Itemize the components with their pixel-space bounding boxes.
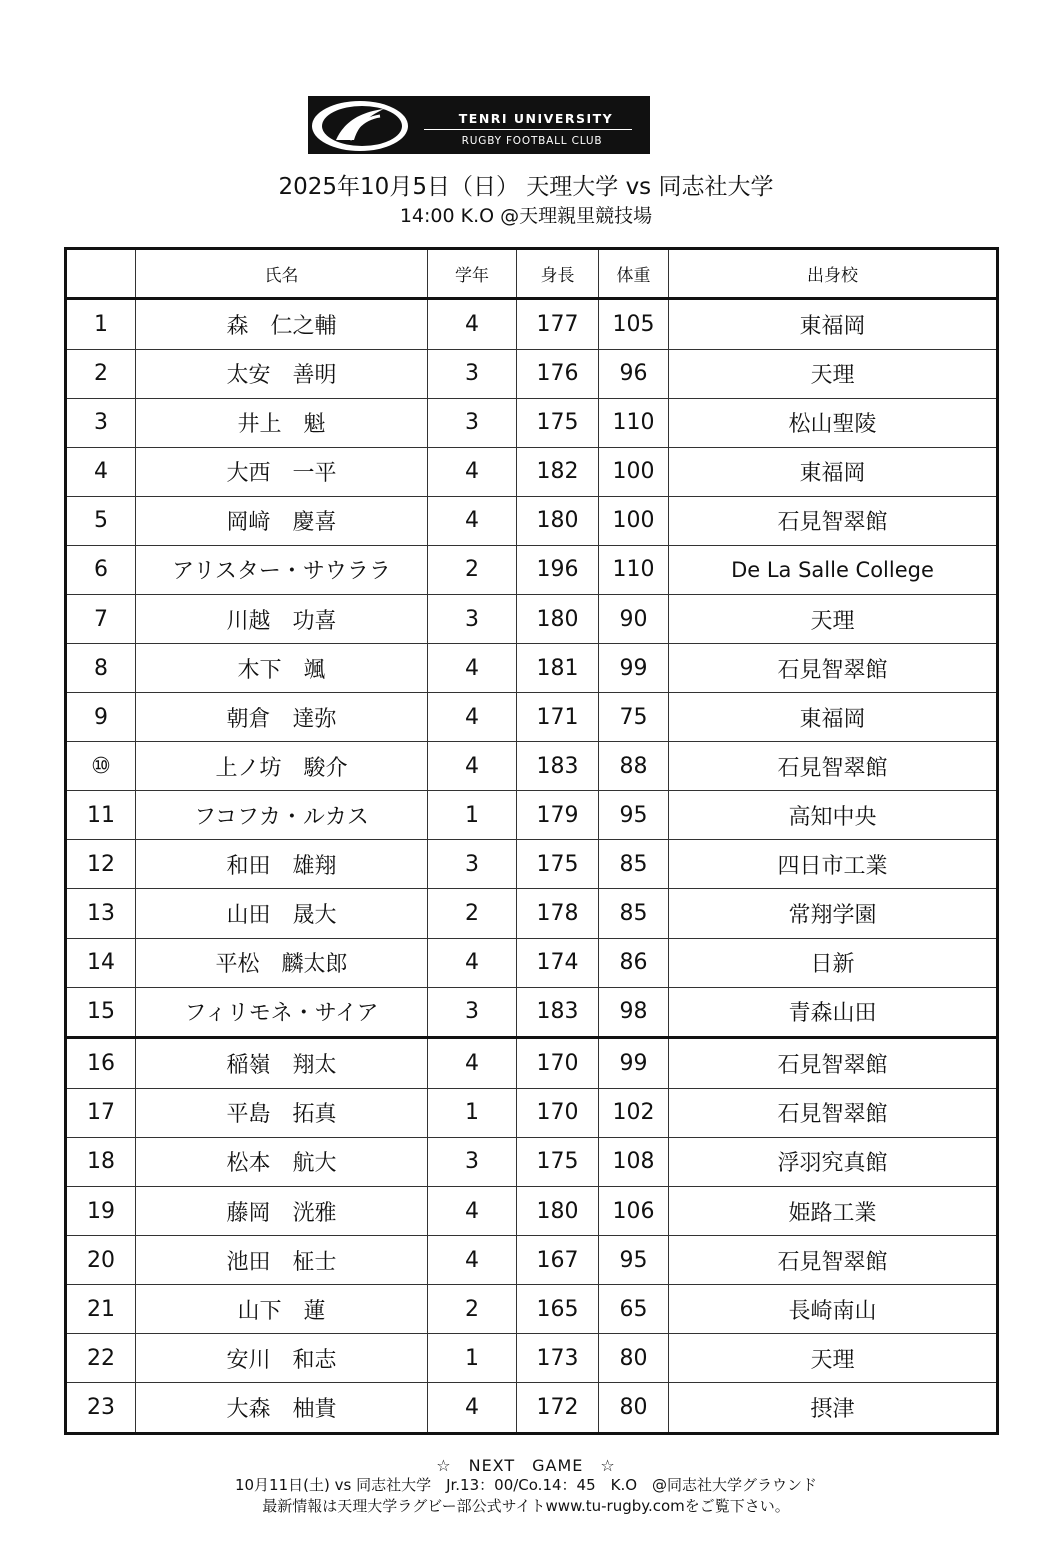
cell-number: 19: [66, 1187, 136, 1236]
logo-emblem-core: [322, 106, 402, 146]
cell-height: 172: [517, 1383, 599, 1434]
table-row: [66, 840, 998, 889]
cell-number: 8: [66, 644, 136, 693]
cell-school: 天理: [669, 349, 998, 398]
cell-weight: 99: [599, 644, 669, 693]
cell-height: 196: [517, 545, 599, 594]
cell-grade: 1: [428, 1088, 517, 1137]
table-row: [66, 987, 998, 1038]
cell-weight: 80: [599, 1334, 669, 1383]
cell-weight: 100: [599, 447, 669, 496]
cell-number: 2: [66, 349, 136, 398]
cell-school: 石見智翠館: [669, 742, 998, 791]
cell-name: 上ノ坊 駿介: [136, 742, 428, 791]
cell-weight: 75: [599, 693, 669, 742]
cell-grade: 4: [428, 938, 517, 987]
logo-line2: RUGBY FOOTBALL CLUB: [461, 135, 603, 147]
cell-grade: 3: [428, 1137, 517, 1186]
cell-grade: 2: [428, 1285, 517, 1334]
table-row: [66, 595, 998, 644]
cell-name: 稲嶺 翔太: [136, 1038, 428, 1089]
cell-weight: 80: [599, 1383, 669, 1434]
col-header-number: [66, 249, 136, 299]
cell-number: 13: [66, 889, 136, 938]
cell-weight: 86: [599, 938, 669, 987]
cell-school: 四日市工業: [669, 840, 998, 889]
cell-school: 天理: [669, 595, 998, 644]
table-row: [66, 299, 998, 350]
cell-grade: 4: [428, 299, 517, 350]
cell-grade: 4: [428, 1383, 517, 1434]
cell-name: 太安 善明: [136, 349, 428, 398]
cell-height: 175: [517, 1137, 599, 1186]
cell-grade: 2: [428, 889, 517, 938]
cell-grade: 4: [428, 1187, 517, 1236]
cell-number: 22: [66, 1334, 136, 1383]
cell-grade: 3: [428, 595, 517, 644]
cell-name: 藤岡 洸雅: [136, 1187, 428, 1236]
cell-school: 青森山田: [669, 987, 998, 1038]
cell-name: 大森 柚貴: [136, 1383, 428, 1434]
table-row: [66, 693, 998, 742]
table-row: [66, 1383, 998, 1434]
col-header-school: 出身校: [669, 249, 998, 299]
cell-weight: 100: [599, 496, 669, 545]
cell-grade: 4: [428, 742, 517, 791]
cell-weight: 99: [599, 1038, 669, 1089]
cell-grade: 4: [428, 447, 517, 496]
cell-number: 14: [66, 938, 136, 987]
cell-grade: 2: [428, 545, 517, 594]
cell-school: 天理: [669, 1334, 998, 1383]
cell-name: 松本 航大: [136, 1137, 428, 1186]
table-row: [66, 1187, 998, 1236]
cell-weight: 85: [599, 840, 669, 889]
cell-school: 常翔学園: [669, 889, 998, 938]
table-row: [66, 644, 998, 693]
cell-height: 174: [517, 938, 599, 987]
cell-number: 6: [66, 545, 136, 594]
cell-name: 朝倉 達弥: [136, 693, 428, 742]
table-row: [66, 791, 998, 840]
cell-number: 21: [66, 1285, 136, 1334]
cell-grade: 3: [428, 349, 517, 398]
cell-name: 和田 雄翔: [136, 840, 428, 889]
cell-height: 170: [517, 1088, 599, 1137]
cell-name: 安川 和志: [136, 1334, 428, 1383]
cell-height: 179: [517, 791, 599, 840]
table-row: [66, 447, 998, 496]
cell-name: 岡﨑 慶喜: [136, 496, 428, 545]
cell-weight: 88: [599, 742, 669, 791]
cell-number: 16: [66, 1038, 136, 1089]
cell-number: 18: [66, 1137, 136, 1186]
cell-school: 東福岡: [669, 447, 998, 496]
cell-name: 山下 蓮: [136, 1285, 428, 1334]
cell-name: 池田 柾士: [136, 1236, 428, 1285]
cell-number: 9: [66, 693, 136, 742]
cell-grade: 4: [428, 1038, 517, 1089]
cell-name: 大西 一平: [136, 447, 428, 496]
cell-school: 摂津: [669, 1383, 998, 1434]
cell-name: 平島 拓真: [136, 1088, 428, 1137]
cell-number: 11: [66, 791, 136, 840]
cell-school: 石見智翠館: [669, 1038, 998, 1089]
cell-height: 171: [517, 693, 599, 742]
cell-number: 12: [66, 840, 136, 889]
cell-height: 176: [517, 349, 599, 398]
cell-school: De La Salle College: [669, 545, 998, 594]
cell-school: 高知中央: [669, 791, 998, 840]
roster-table: [64, 247, 999, 1435]
cell-weight: 85: [599, 889, 669, 938]
cell-height: 177: [517, 299, 599, 350]
next-game-title: ☆ NEXT GAME ☆: [436, 1456, 616, 1475]
logo-line1: TENRI UNIVERSITY: [458, 111, 614, 126]
table-row: [66, 938, 998, 987]
cell-height: 170: [517, 1038, 599, 1089]
col-header-weight: 体重: [599, 249, 669, 299]
roster-body: [66, 299, 998, 1434]
table-row: [66, 889, 998, 938]
cell-name: 井上 魁: [136, 398, 428, 447]
cell-height: 183: [517, 742, 599, 791]
cell-weight: 95: [599, 791, 669, 840]
cell-height: 180: [517, 1187, 599, 1236]
cell-name: 木下 颯: [136, 644, 428, 693]
cell-school: 石見智翠館: [669, 1088, 998, 1137]
cell-number: 15: [66, 987, 136, 1038]
cell-school: 松山聖陵: [669, 398, 998, 447]
cell-number: 1: [66, 299, 136, 350]
table-row: [66, 1088, 998, 1137]
table-row: [66, 545, 998, 594]
cell-grade: 1: [428, 1334, 517, 1383]
table-header-row: [66, 249, 998, 299]
cell-number: 7: [66, 595, 136, 644]
cell-height: 167: [517, 1236, 599, 1285]
cell-grade: 4: [428, 693, 517, 742]
team-logo: [308, 96, 650, 154]
cell-name: フィリモネ・サイア: [136, 987, 428, 1038]
col-header-height: 身長: [517, 249, 599, 299]
table-row: [66, 1285, 998, 1334]
cell-height: 175: [517, 398, 599, 447]
cell-name: 森 仁之輔: [136, 299, 428, 350]
cell-weight: 65: [599, 1285, 669, 1334]
cell-height: 181: [517, 644, 599, 693]
cell-height: 165: [517, 1285, 599, 1334]
cell-grade: 4: [428, 1236, 517, 1285]
cell-number: 17: [66, 1088, 136, 1137]
cell-weight: 102: [599, 1088, 669, 1137]
cell-name: 川越 功喜: [136, 595, 428, 644]
cell-school: 姫路工業: [669, 1187, 998, 1236]
cell-height: 173: [517, 1334, 599, 1383]
cell-school: 東福岡: [669, 299, 998, 350]
table-row: [66, 1038, 998, 1089]
cell-height: 175: [517, 840, 599, 889]
cell-height: 183: [517, 987, 599, 1038]
table-row: [66, 349, 998, 398]
cell-grade: 1: [428, 791, 517, 840]
cell-name: アリスター・サウララ: [136, 545, 428, 594]
cell-weight: 108: [599, 1137, 669, 1186]
cell-school: 長崎南山: [669, 1285, 998, 1334]
table-row: [66, 1137, 998, 1186]
cell-school: 石見智翠館: [669, 1236, 998, 1285]
cell-weight: 95: [599, 1236, 669, 1285]
cell-weight: 110: [599, 545, 669, 594]
cell-weight: 110: [599, 398, 669, 447]
cell-grade: 3: [428, 398, 517, 447]
cell-school: 石見智翠館: [669, 644, 998, 693]
cell-number: 20: [66, 1236, 136, 1285]
cell-number: 4: [66, 447, 136, 496]
cell-school: 石見智翠館: [669, 496, 998, 545]
kickoff-venue: 14:00 K.O @天理親里競技場: [399, 205, 653, 227]
cell-weight: 98: [599, 987, 669, 1038]
cell-school: 日新: [669, 938, 998, 987]
cell-height: 178: [517, 889, 599, 938]
table-row: [66, 1236, 998, 1285]
cell-height: 182: [517, 447, 599, 496]
cell-weight: 90: [599, 595, 669, 644]
cell-number: 23: [66, 1383, 136, 1434]
col-header-name: 氏名: [136, 249, 428, 299]
match-title: 2025年10月5日（日） 天理大学 vs 同志社大学: [278, 174, 774, 200]
cell-school: 東福岡: [669, 693, 998, 742]
table-row: [66, 398, 998, 447]
table-row: [66, 742, 998, 791]
cell-height: 180: [517, 595, 599, 644]
cell-number: ⑩: [66, 742, 136, 791]
logo-divider: [424, 129, 632, 130]
col-header-grade: 学年: [428, 249, 517, 299]
cell-name: 平松 麟太郎: [136, 938, 428, 987]
cell-weight: 96: [599, 349, 669, 398]
cell-number: 3: [66, 398, 136, 447]
next-game-detail: 10月11日(土) vs 同志社大学 Jr.13：00/Co.14：45 K.O @同志社大学グラウンド: [234, 1476, 818, 1494]
table-row: [66, 1334, 998, 1383]
website-info: 最新情報は天理大学ラグビー部公式サイトwww.tu-rugby.comをご覧下さい。: [262, 1497, 790, 1515]
cell-name: 山田 晟大: [136, 889, 428, 938]
cell-grade: 4: [428, 644, 517, 693]
cell-grade: 3: [428, 987, 517, 1038]
cell-height: 180: [517, 496, 599, 545]
cell-number: 5: [66, 496, 136, 545]
cell-weight: 106: [599, 1187, 669, 1236]
cell-school: 浮羽究真館: [669, 1137, 998, 1186]
cell-weight: 105: [599, 299, 669, 350]
cell-name: フコフカ・ルカス: [136, 791, 428, 840]
cell-grade: 4: [428, 496, 517, 545]
table-row: [66, 496, 998, 545]
cell-grade: 3: [428, 840, 517, 889]
